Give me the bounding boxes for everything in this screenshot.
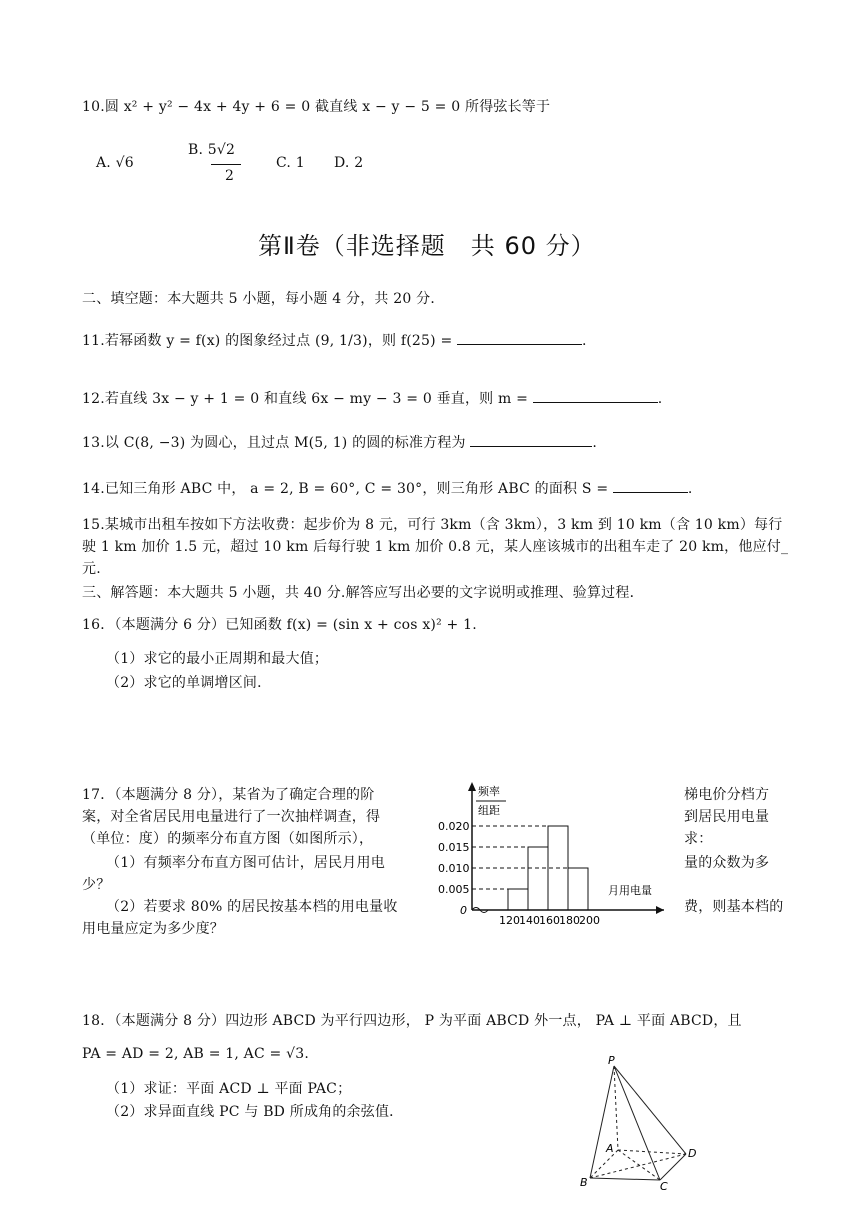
question-10-text: 10.圆 x² + y² − 4x + 4y + 6 = 0 截直线 x − y − 5 = 0 所得弦长等于 xyxy=(82,99,551,115)
solve-header: 三、解答题：本大题共 5 小题，共 40 分.解答应写出必要的文字说明或推理、验算过程． xyxy=(82,585,644,601)
q17-line-6b: 费，则基本档的 xyxy=(684,899,784,915)
option-c: C. 1 xyxy=(276,155,305,171)
question-11: 11.若幂函数 y = f(x) 的图象经过点 (9, 1/3)，则 f(25) = . xyxy=(82,330,587,350)
origin-label: 0 xyxy=(460,904,467,917)
x-tick-label: 180 xyxy=(559,914,580,926)
option-a: A. √6 xyxy=(96,155,134,171)
histogram-bar xyxy=(528,847,548,910)
histogram-bar xyxy=(508,889,528,910)
q17-line-5: 少？ xyxy=(82,877,111,893)
question-12-text: 12.若直线 3x − y + 1 = 0 和直线 6x − my − 3 = 0 垂直，则 m = xyxy=(82,391,529,407)
label-c: C xyxy=(660,1180,668,1193)
edge-pa xyxy=(614,1066,618,1150)
question-12: 12.若直线 3x − y + 1 = 0 和直线 6x − my − 3 = 0 垂直，则 m = . xyxy=(82,388,662,408)
edge-bc xyxy=(590,1178,660,1180)
question-15-line-3: 元. xyxy=(82,561,101,577)
question-10-options xyxy=(96,142,516,188)
y-axis-arrow xyxy=(468,782,476,791)
edge-ab xyxy=(590,1150,618,1178)
x-axis-arrow xyxy=(656,906,664,914)
q17-line-6a: （2）若要求 80% 的居民按基本档的用电量收 xyxy=(106,899,398,915)
question-18-line-2: PA = AD = 2, AB = 1, AC = √3. xyxy=(82,1046,310,1062)
histogram-bar xyxy=(568,868,588,910)
edge-cd xyxy=(660,1154,686,1180)
q17-line-7: 用电量应定为多少度？ xyxy=(82,921,224,937)
edge-pb xyxy=(590,1066,614,1178)
answer-blank-13[interactable] xyxy=(470,432,592,447)
label-a: A xyxy=(606,1142,614,1155)
question-14: 14.已知三角形 ABC 中， a = 2, B = 60°, C = 30°，则三角形 ABC 的面积 S = . xyxy=(82,478,693,498)
q17-line-3b: 求： xyxy=(684,831,713,847)
x-tick-label: 120 xyxy=(499,914,520,926)
label-b: B xyxy=(580,1176,588,1189)
question-15-line-2: 驶 1 km 加价 1.5 元，超过 10 km 后每行驶 1 km 加价 0.8 元，某人座该城市的出租车走了 20 km，他应付_ xyxy=(82,539,789,555)
q17-line-2a: 案，对全省居民用电量进行了一次抽样调查，得 xyxy=(82,809,381,825)
question-18-line-1: 18．（本题满分 8 分）四边形 ABCD 为平行四边形， P 为平面 ABCD 外一点， PA ⊥ 平面 ABCD，且 xyxy=(82,1013,742,1029)
q17-line-1a: 17．（本题满分 8 分），某省为了确定合理的阶 xyxy=(82,787,375,803)
q17-line-3a: （单位：度）的频率分布直方图（如图所示）， xyxy=(82,831,374,847)
answer-blank-11[interactable] xyxy=(457,330,582,345)
q17-line-4a: （1）有频率分布直方图可估计，居民月用电 xyxy=(106,855,385,871)
x-tick-label: 200 xyxy=(579,914,600,926)
question-18-part-2: （2）求异面直线 PC 与 BD 所成角的余弦值． xyxy=(106,1104,404,1120)
fraction-bar xyxy=(211,164,241,165)
answer-blank-12[interactable] xyxy=(533,388,658,403)
question-16-stem: 16．（本题满分 6 分）已知函数 f(x) = (sin x + cos x)² + 1. xyxy=(82,617,477,633)
frequency-histogram xyxy=(430,776,670,926)
y-tick-label: 0.005 xyxy=(438,883,470,896)
edge-pc xyxy=(614,1066,660,1180)
question-10 xyxy=(82,96,550,116)
question-13: 13.以 C(8, −3) 为圆心，且过点 M(5, 1) 的圆的标准方程为 . xyxy=(82,432,597,452)
q17-line-2b: 到居民用电量 xyxy=(684,809,770,825)
edge-ad xyxy=(618,1150,686,1154)
q17-line-1b: 梯电价分档方 xyxy=(684,787,770,803)
q17-line-4b: 量的众数为多 xyxy=(684,855,770,871)
option-b-denominator: 2 xyxy=(225,168,235,184)
option-d: D. 2 xyxy=(334,155,364,171)
x-tick-label: 140 xyxy=(519,914,540,926)
pyramid-figure xyxy=(570,1054,720,1194)
y-tick-label: 0.020 xyxy=(438,820,470,833)
y-label-bottom: 组距 xyxy=(478,804,500,817)
label-d: D xyxy=(688,1147,697,1160)
question-15-line-1: 15.某城市出租车按如下方法收费：起步价为 8 元，可行 3km（含 3km），3 km 到 10 km（含 10 km）每行 xyxy=(82,517,783,533)
edge-bd xyxy=(590,1154,686,1178)
fill-in-header: 二、填空题：本大题共 5 小题，每小题 4 分，共 20 分． xyxy=(82,291,445,307)
answer-blank-14[interactable] xyxy=(613,478,688,493)
label-p: P xyxy=(608,1054,615,1067)
question-16-part-1: （1）求它的最小正周期和最大值； xyxy=(106,651,329,667)
question-14-text: 14.已知三角形 ABC 中， a = 2, B = 60°, C = 30°，则三角形 ABC 的面积 S = xyxy=(82,481,609,497)
x-label: 月用电量 xyxy=(608,884,652,897)
question-13-text: 13.以 C(8, −3) 为圆心，且过点 M(5, 1) 的圆的标准方程为 xyxy=(82,435,466,451)
y-label-top: 频率 xyxy=(478,785,500,798)
section-2-title: 第Ⅱ卷（非选择题 共 60 分） xyxy=(258,232,596,260)
y-tick-label: 0.010 xyxy=(438,862,470,875)
y-tick-label: 0.015 xyxy=(438,841,470,854)
question-11-text: 11.若幂函数 y = f(x) 的图象经过点 (9, 1/3)，则 f(25) = xyxy=(82,333,453,349)
edge-pd xyxy=(614,1066,686,1154)
question-16-part-2: （2）求它的单调增区间． xyxy=(106,675,272,691)
question-18-part-1: （1）求证：平面 ACD ⊥ 平面 PAC； xyxy=(106,1081,352,1097)
x-tick-label: 160 xyxy=(539,914,560,926)
option-b: B. 5√2 xyxy=(188,142,236,158)
